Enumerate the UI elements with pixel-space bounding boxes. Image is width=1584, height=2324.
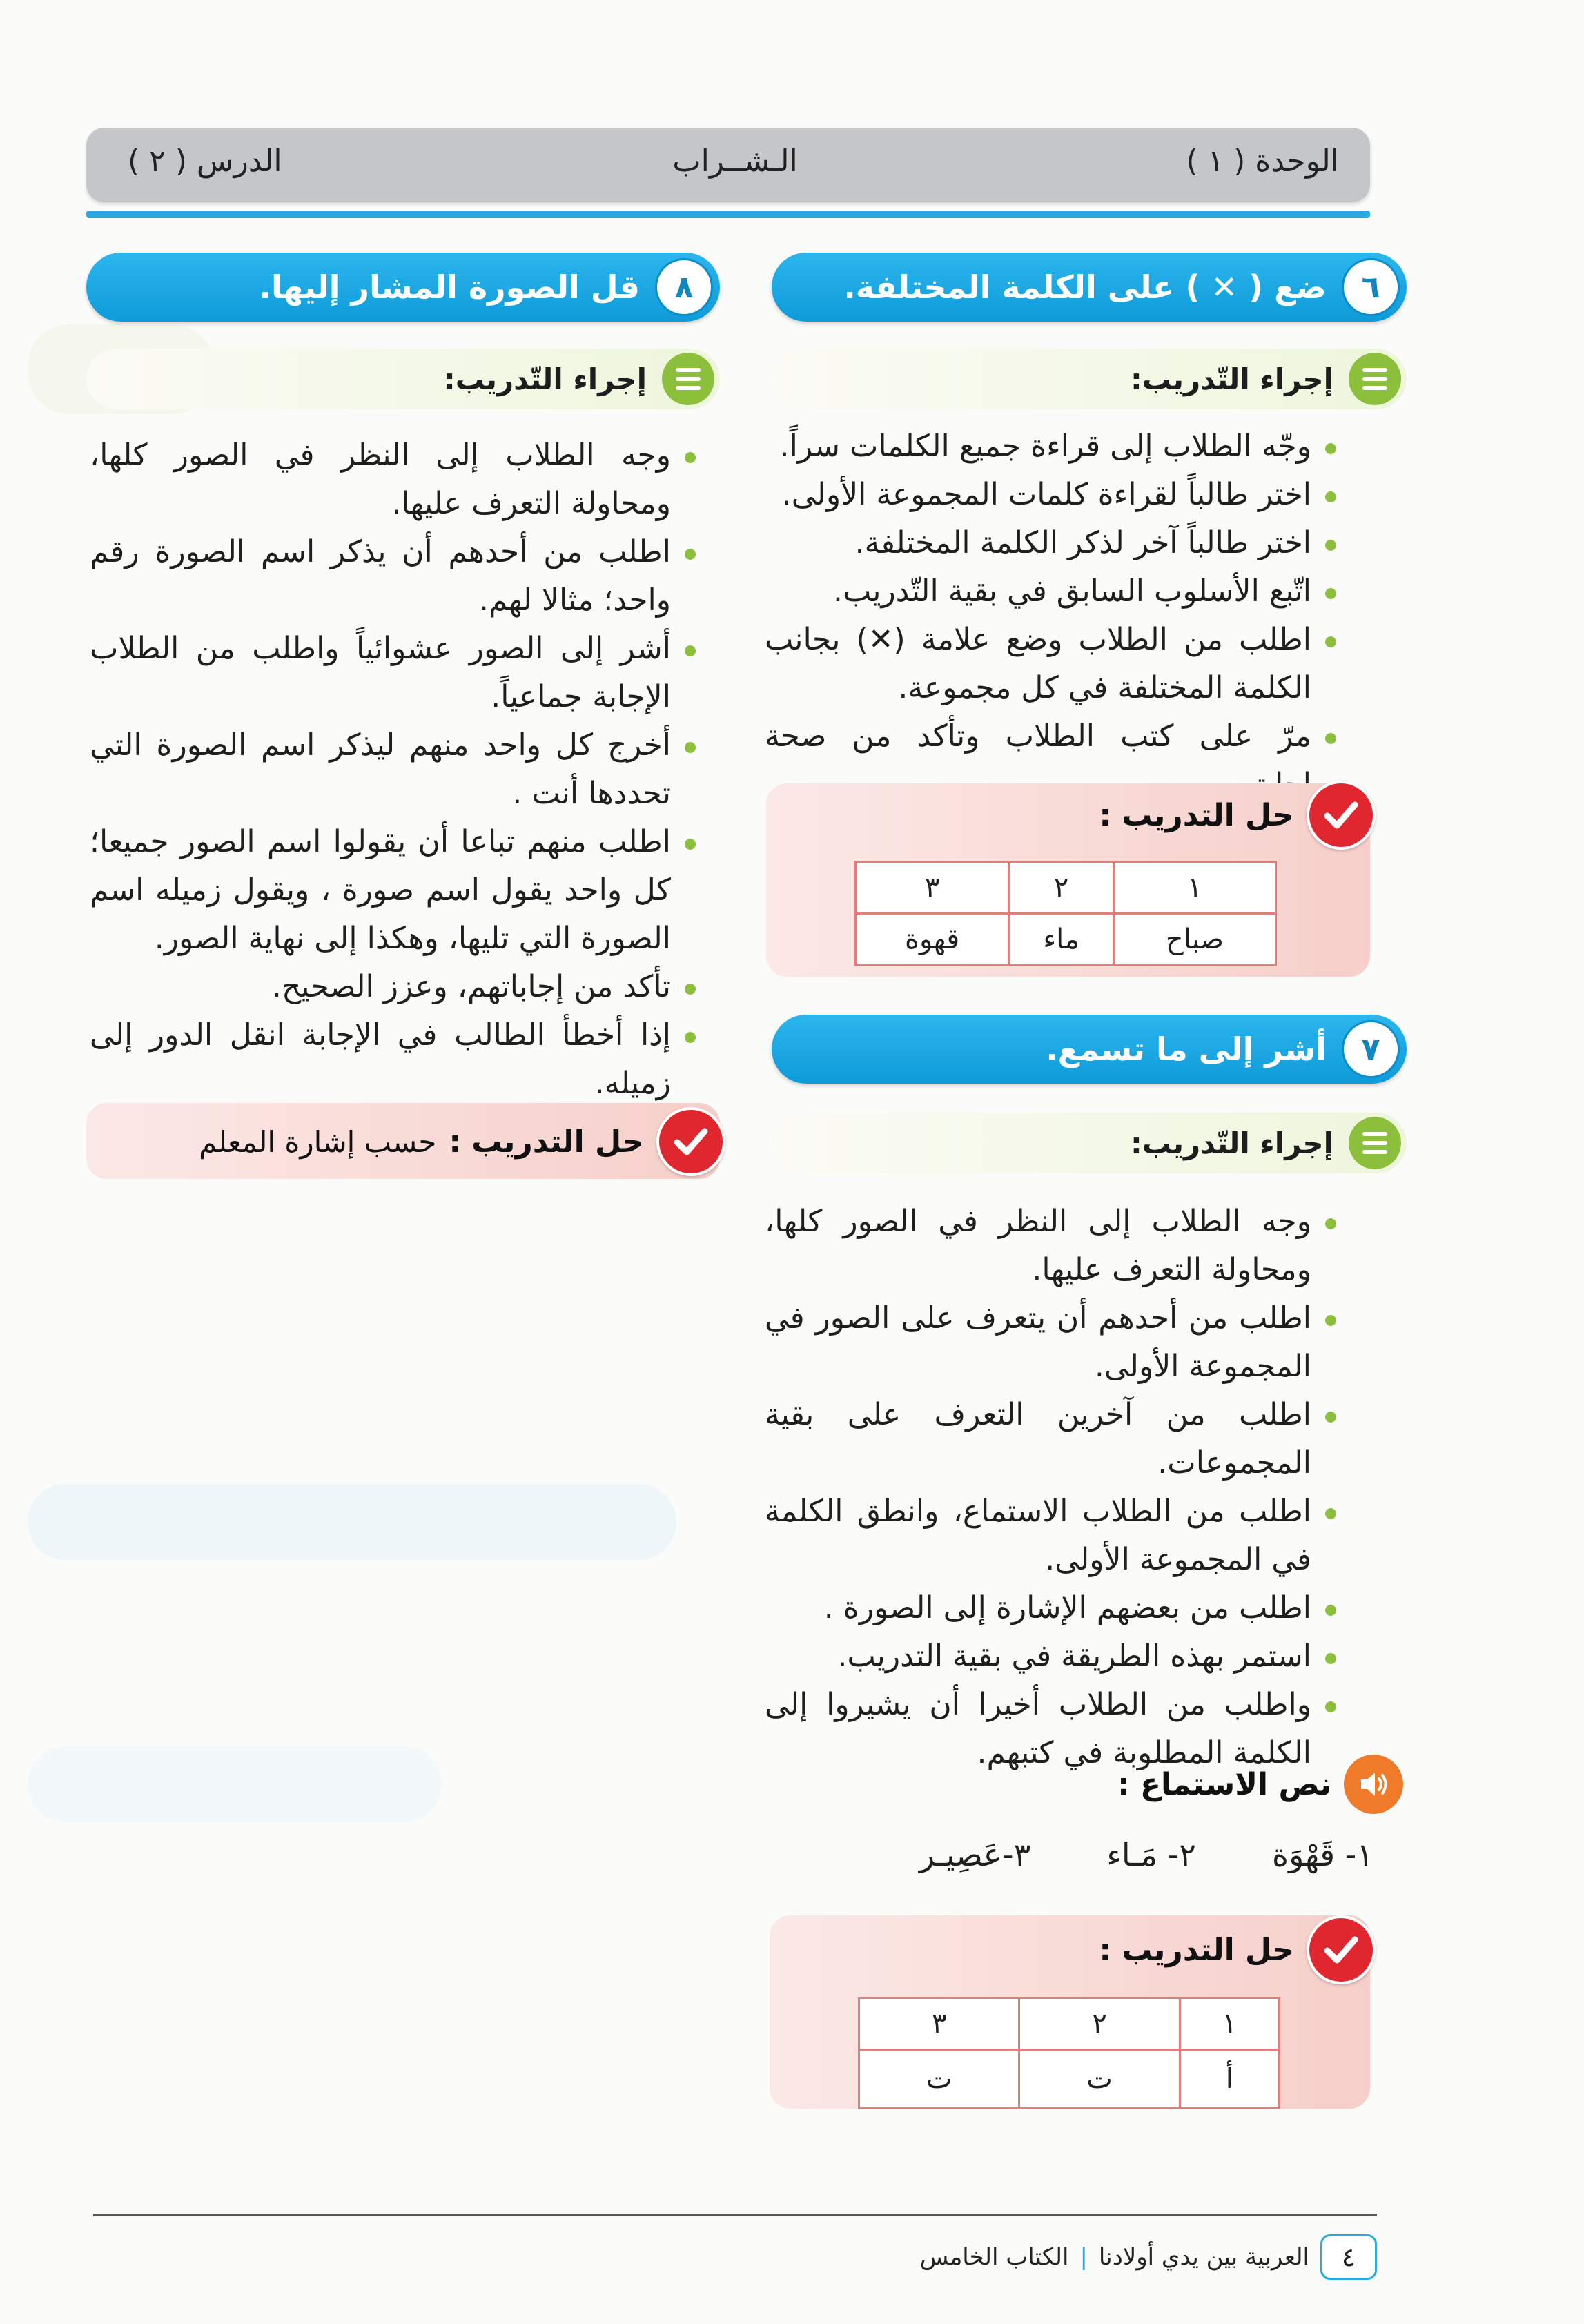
section-7-title: أشر إلى ما تسمع. (1046, 1031, 1327, 1068)
solution-note: حسب إشارة المعلم (199, 1124, 437, 1159)
bleed-through-shape (28, 1484, 676, 1560)
list-item: اطلب من بعضهم الإشارة إلى الصورة . (765, 1584, 1338, 1632)
section-6-solution (766, 783, 1370, 977)
header-divider (86, 211, 1370, 218)
list-item: إذا أخطأ الطالب في الإجابة انقل الدور إلى زميله. (90, 1011, 697, 1108)
footer-divider (93, 2214, 1377, 2216)
list-item: اختر طالباً آخر لذكر الكلمة المختلفة. (765, 519, 1338, 567)
table-cell: ماء (1009, 914, 1114, 966)
footer (920, 2234, 1377, 2280)
book-title: العربية بين يدي أولادنا (1098, 2243, 1309, 2271)
table-header: ٣ (856, 862, 1009, 914)
list-item: اطلب منهم تباعا أن يقولوا اسم الصور جميعا؛ كل واحد يقول اسم صورة ، ويقول زميله اسم الصورة التي تليها، وهكذا إلى نهاية الصور. (90, 818, 697, 963)
table-cell: ت (859, 2050, 1019, 2109)
list-item: اتّبع الأسلوب السابق في بقية التّدريب. (765, 567, 1338, 616)
procedure-label: إجراء التّدريب: (1130, 362, 1333, 396)
checkmark-icon (656, 1107, 725, 1176)
list-item: وجه الطلاب إلى النظر في الصور كلها، ومحاولة التعرف عليها. (765, 1198, 1338, 1294)
table-header: ١ (1180, 1998, 1279, 2050)
section-7-solution (770, 1915, 1370, 2109)
list-item: اطلب من الطلاب الاستماع، وانطق الكلمة في المجموعة الأولى. (765, 1487, 1338, 1584)
section-8-solution (86, 1103, 720, 1179)
listening-words (919, 1836, 1373, 1873)
section-7-steps (765, 1198, 1338, 1777)
list-icon (1349, 1117, 1401, 1169)
section-6-title: ضع ( ✕ ) على الكلمة المختلفة. (843, 268, 1327, 306)
list-icon (662, 353, 714, 405)
section-6-number: ٦ (1342, 258, 1400, 316)
section-7-answer-table (858, 1997, 1280, 2109)
solution-label: حل التدريب : (1099, 1932, 1294, 1968)
listening-heading (1117, 1755, 1403, 1814)
section-7-procedure (772, 1113, 1407, 1173)
section-6-answer-table (854, 861, 1277, 966)
list-item: واطلب من الطلاب أخيرا أن يشيروا إلى الكلمة المطلوبة في كتبهم. (765, 1681, 1338, 1777)
lesson-title: الـشــراب (672, 144, 798, 179)
section-6-heading (772, 253, 1407, 322)
table-cell: ت (1019, 2050, 1180, 2109)
section-8-heading (86, 253, 720, 322)
section-8-title: قل الصورة المشار إليها. (259, 268, 640, 306)
checkmark-icon (1307, 781, 1376, 850)
section-8-number: ٨ (655, 258, 713, 316)
table-header: ٣ (859, 1998, 1019, 2050)
table-cell: صباح (1113, 914, 1275, 966)
table-header: ٢ (1019, 1998, 1180, 2050)
list-item: استمر بهذه الطريقة في بقية التدريب. (765, 1632, 1338, 1681)
section-6-steps (765, 422, 1338, 809)
section-6-procedure (772, 349, 1407, 409)
solution-label: حل التدريب : (449, 1124, 644, 1160)
list-item: وجّه الطلاب إلى قراءة جميع الكلمات سراً. (765, 422, 1338, 471)
list-item: اطلب من أحدهم أن يتعرف على الصور في المجموعة الأولى. (765, 1294, 1338, 1391)
section-7-number: ٧ (1342, 1020, 1400, 1078)
list-item: اطلب من الطلاب وضع علامة (✕) بجانب الكلمة المختلفة في كل مجموعة. (765, 616, 1338, 712)
listening-word: ١- قَهْوَة (1272, 1836, 1373, 1873)
list-item: اطلب من أحدهم أن يذكر اسم الصورة رقم واحد؛ مثالا لهم. (90, 528, 697, 625)
list-icon (1349, 353, 1401, 405)
section-7-heading (772, 1015, 1407, 1084)
section-8-steps (90, 431, 697, 1108)
speaker-icon (1344, 1755, 1403, 1814)
lesson-number: الدرس ( ٢ ) (128, 144, 282, 179)
listening-word: ٢- مَـاء (1106, 1836, 1196, 1873)
table-cell: أ (1180, 2050, 1279, 2109)
listening-label: نص الاستماع : (1117, 1766, 1331, 1802)
list-item: اختر طالباً لقراءة كلمات المجموعة الأولى. (765, 471, 1338, 519)
list-item: تأكد من إجاباتهم، وعزز الصحيح. (90, 963, 697, 1011)
list-item: وجه الطلاب إلى النظر في الصور كلها، ومحاولة التعرف عليها. (90, 431, 697, 528)
book-part: الكتاب الخامس (919, 2243, 1069, 2271)
procedure-label: إجراء التّدريب: (443, 362, 647, 396)
footer-separator: | (1079, 2243, 1088, 2271)
unit-label: الوحدة ( ١ ) (1186, 144, 1339, 179)
section-8-procedure (86, 349, 720, 409)
list-item: أخرج كل واحد منهم ليذكر اسم الصورة التي تحددها أنت . (90, 721, 697, 818)
list-item: اطلب من آخرين التعرف على بقية المجموعات. (765, 1391, 1338, 1487)
checkmark-icon (1307, 1915, 1376, 1984)
bleed-through-shape (28, 1746, 442, 1822)
page-number: ٤ (1320, 2234, 1377, 2280)
procedure-label: إجراء التّدريب: (1130, 1126, 1333, 1160)
solution-label: حل التدريب : (1099, 797, 1294, 833)
table-header: ٢ (1009, 862, 1114, 914)
list-item: مرّ على كتب الطلاب وتأكد من صحة (765, 712, 1338, 809)
table-cell: قهوة (856, 914, 1009, 966)
table-header: ١ (1113, 862, 1275, 914)
list-item: أشر إلى الصور عشوائياً واطلب من الطلاب الإجابة جماعياً. (90, 625, 697, 721)
listening-word: ٣-عَصِيـر (919, 1836, 1031, 1873)
